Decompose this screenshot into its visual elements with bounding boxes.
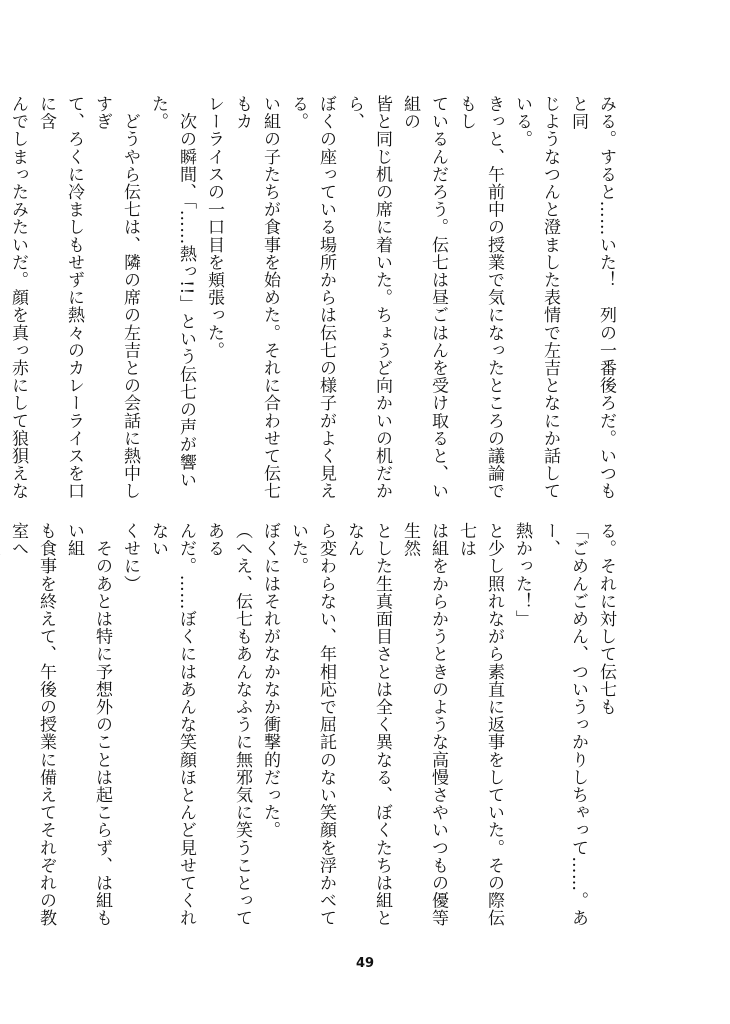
text-line <box>0 522 4 934</box>
upper-text-block <box>8 95 620 505</box>
page-number: 49 <box>355 956 375 971</box>
text-line: ぼくにはそれがなかなか衝撃的だった。 <box>260 522 280 839</box>
text-line: 熱かった！」 <box>512 522 532 628</box>
text-line: 皆と同じ机の席に着いた。ちょうど向かいの机だから、 <box>344 95 392 500</box>
text-line: 次の瞬間、「……熱っ!!」という伝七の声が響いた。 <box>148 95 196 489</box>
text-line: じようなつんと澄ました表情で左吉となにか話している。 <box>512 95 560 500</box>
text-line: んだ。……ぼくにはあんな笑顔ほとんど見せてくれない <box>148 522 196 927</box>
text-line: みる。すると……いた！ 列の一番後ろだ。いつもと同 <box>568 95 616 500</box>
text-line: る。それに対して伝七も <box>596 522 616 716</box>
text-line: ているんだろう。伝七は昼ごはんを受け取ると、い組の <box>400 95 448 500</box>
text-line: て、ろくに冷ましもせずに熱々のカレーライスを口に含 <box>36 95 84 500</box>
lower-text-block <box>8 522 620 934</box>
text-line: そのあとは特に予想外のことは起こらず、は組もい組 <box>64 522 112 927</box>
text-line: きっと、午前中の授業で気になったところの議論でもし <box>456 95 504 500</box>
text-line: んでしまったみたいだ。顔を真っ赤にして狼狽えな <box>8 95 28 500</box>
text-line: い組の子たちが食事を始めた。それに合わせて伝七もカ <box>232 95 280 500</box>
text-line: くせに） <box>120 522 140 593</box>
text-line: どうやら伝七は、隣の席の左吉との会話に熱中しすぎ <box>92 95 140 500</box>
text-line: も食事を終えて、午後の授業に備えてそれぞれの教室へ <box>8 522 56 927</box>
text-line: と少し照れながら素直に返事をしていた。その際伝七は <box>456 522 504 927</box>
text-line: は組をからかうときのような高慢さやいつもの優等生然 <box>400 522 448 927</box>
text-line: とした生真面目さとは全く異なる、ぼくたちは組となん <box>344 522 392 927</box>
text-line: ぼくの座っている場所からは伝七の様子がよく見える。 <box>288 95 336 500</box>
text-line: ら変わらない、年相応で屈託のない笑顔を浮かべていた。 <box>288 522 336 927</box>
text-line: （へえ、伝七もあんなふうに無邪気に笑うことってある <box>204 522 252 927</box>
text-line: レーライスの一口目を頬張った。 <box>204 95 224 359</box>
text-line: 「ごめんごめん、ついうっかりしちゃって……。あー、 <box>540 522 588 927</box>
